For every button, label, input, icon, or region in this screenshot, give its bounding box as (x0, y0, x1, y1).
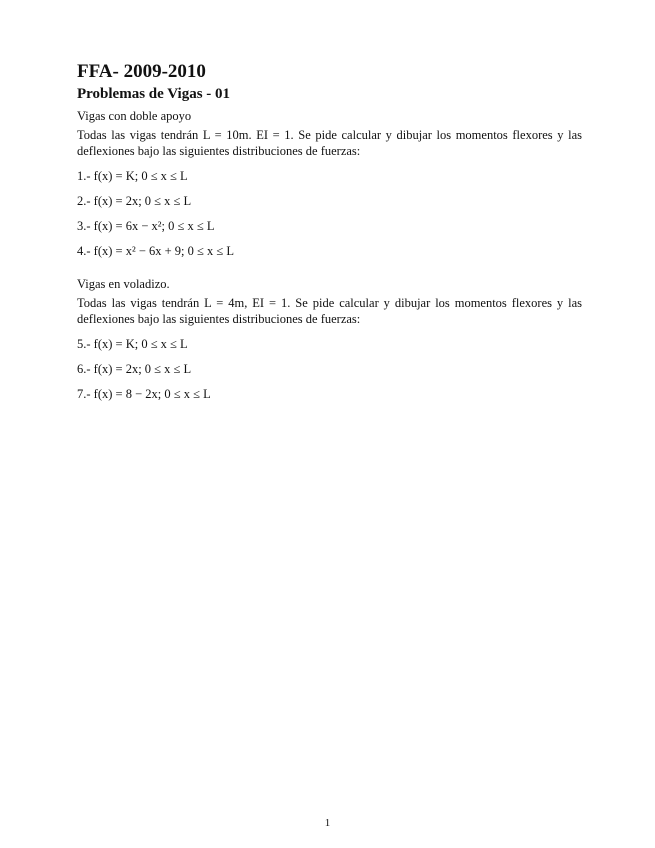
document-subtitle: Problemas de Vigas - 01 (77, 86, 231, 102)
document-body (77, 60, 582, 402)
page-number: 1 (324, 817, 331, 829)
section-heading-voladizo: Vigas en voladizo. (77, 277, 170, 291)
problem-item: 6.- f(x) = 2x; 0 ≤ x ≤ L (77, 362, 192, 376)
problem-item: 2.- f(x) = 2x; 0 ≤ x ≤ L (77, 194, 192, 208)
problem-item: 5.- f(x) = K; 0 ≤ x ≤ L (77, 337, 188, 351)
problem-item: 1.- f(x) = K; 0 ≤ x ≤ L (77, 169, 188, 183)
section-intro-voladizo: Todas las vigas tendrán L = 4m, EI = 1. Se pide calcular y dibujar los momentos flexores y las deflexiones bajo las siguientes distribuciones de fuerzas: (77, 296, 582, 326)
problem-item: 3.- f(x) = 6x − x²; 0 ≤ x ≤ L (77, 219, 215, 233)
problem-item: 7.- f(x) = 8 − 2x; 0 ≤ x ≤ L (77, 387, 211, 401)
document-title: FFA- 2009-2010 (77, 61, 206, 82)
problem-item: 4.- f(x) = x² − 6x + 9; 0 ≤ x ≤ L (77, 244, 235, 258)
section-heading-doble-apoyo: Vigas con doble apoyo (77, 109, 192, 123)
section-intro-doble-apoyo: Todas las vigas tendrán L = 10m. EI = 1. Se pide calcular y dibujar los momentos flexores y las deflexiones bajo las siguientes distribuciones de fuerzas: (77, 128, 582, 158)
